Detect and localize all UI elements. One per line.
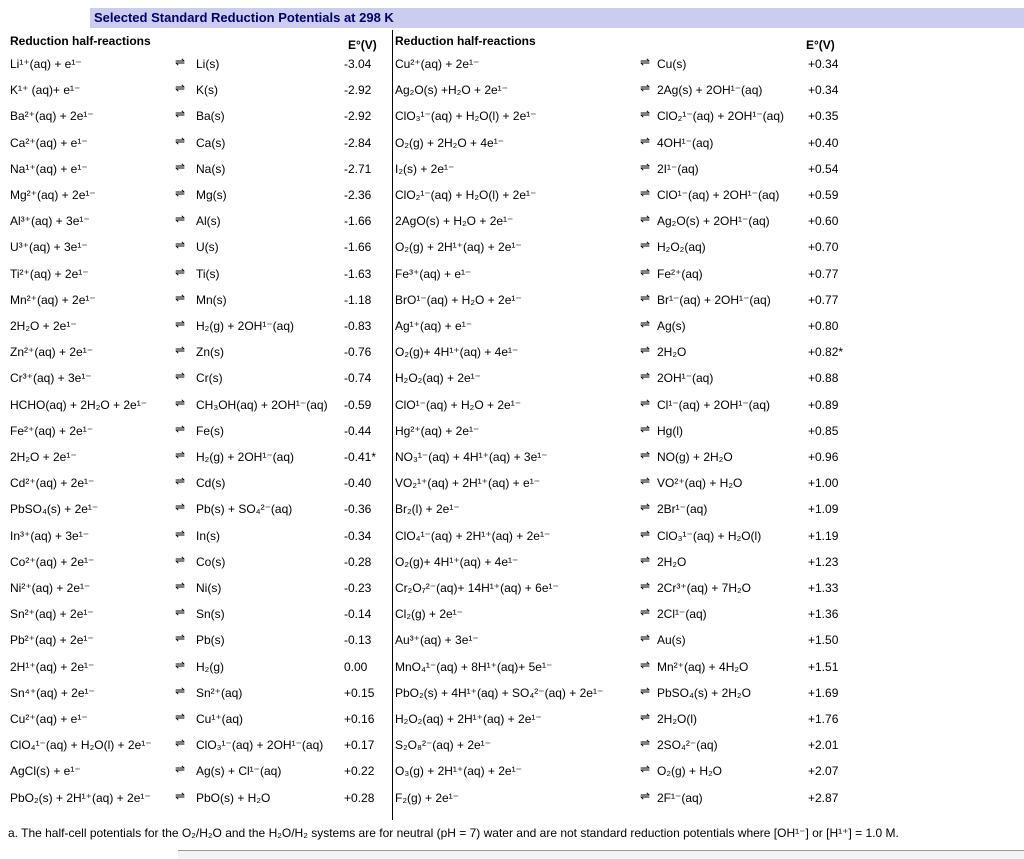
right-reactant: Ag₂O(s) +H₂O + 2e¹⁻	[395, 83, 509, 98]
left-potential: -0.41*	[344, 450, 377, 464]
right-potential: +0.77	[808, 292, 839, 307]
equilibrium-arrow-icon: ⇌	[640, 683, 651, 698]
equilibrium-arrow-icon: ⇌	[175, 526, 186, 541]
equilibrium-arrow-icon: ⇌	[640, 395, 651, 410]
left-reactant: In³⁺(aq) + 3e¹⁻	[10, 528, 90, 543]
table-row	[0, 104, 1024, 128]
left-potential: -0.13	[344, 633, 372, 648]
table-row	[0, 78, 1024, 102]
footnote: a. The half-cell potentials for the O₂/H₂O and the H₂O/H₂ systems are for neutral (pH = 7) water and are not standard reduction potentials where [OH¹⁻] or [H¹⁺] = 1.0 M.	[8, 826, 899, 840]
right-product: 2Cr³⁺(aq) + 7H₂O	[657, 581, 752, 595]
right-reactant: ClO₄¹⁻(aq) + 2H¹⁺(aq) + 2e¹⁻	[395, 528, 551, 543]
right-product: NO(g) + 2H₂O	[657, 450, 733, 464]
header-left-reactions: Reduction half-reactions	[10, 34, 151, 48]
right-reactant: S₂O₈²⁻(aq) + 2e¹⁻	[395, 738, 491, 753]
right-reactant: Cl₂(g) + 2e¹⁻	[395, 607, 464, 622]
left-reactant: Co²⁺(aq) + 2e¹⁻	[10, 554, 95, 569]
table-row	[0, 340, 1024, 364]
right-product: Cl¹⁻(aq) + 2OH¹⁻(aq)	[657, 397, 771, 412]
left-product: Ca(s)	[196, 135, 226, 150]
right-potential: +0.34	[808, 83, 839, 98]
table-row	[0, 131, 1024, 155]
left-potential: +0.17	[344, 738, 375, 753]
left-product: U(s)	[196, 240, 219, 255]
equilibrium-arrow-icon: ⇌	[640, 55, 651, 69]
right-reactant: O₃(g) + 2H¹⁺(aq) + 2e¹⁻	[395, 764, 522, 779]
right-reactant: Cr₂O₇²⁻(aq)+ 14H¹⁺(aq) + 6e¹⁻	[395, 581, 559, 595]
right-product: VO²⁺(aq) + H₂O	[657, 476, 743, 491]
right-potential: +0.82*	[808, 345, 844, 360]
table-row	[0, 393, 1024, 417]
left-potential: -0.40	[344, 476, 372, 491]
equilibrium-arrow-icon: ⇌	[640, 317, 651, 331]
equilibrium-arrow-icon: ⇌	[175, 212, 186, 227]
left-reactant: Na¹⁺(aq) + e¹⁻	[10, 161, 88, 176]
left-potential: -0.74	[344, 371, 372, 386]
table-row	[0, 52, 1024, 76]
left-product: H₂(g)	[196, 659, 224, 674]
right-product: 2OH¹⁻(aq)	[657, 371, 714, 386]
left-potential: -2.92	[344, 83, 372, 98]
equilibrium-arrow-icon: ⇌	[640, 788, 651, 803]
right-potential: +0.40	[808, 135, 839, 150]
left-reactant: Sn⁴⁺(aq) + 2e¹⁻	[10, 685, 95, 700]
left-potential: -2.84	[344, 135, 372, 150]
left-reactant: 2H₂O + 2e¹⁻	[10, 319, 77, 333]
right-potential: +0.70	[808, 240, 839, 255]
equilibrium-arrow-icon: ⇌	[640, 500, 651, 515]
right-reactant: O₂(g)+ 4H¹⁺(aq) + 4e¹⁻	[395, 345, 519, 360]
equilibrium-arrow-icon: ⇌	[175, 238, 186, 253]
left-potential: -0.23	[344, 581, 372, 595]
equilibrium-arrow-icon: ⇌	[175, 683, 186, 698]
right-potential: +0.54	[808, 161, 839, 176]
right-product: H₂O₂(aq)	[657, 240, 706, 255]
left-product: H₂(g) + 2OH¹⁻(aq)	[196, 319, 295, 333]
equilibrium-arrow-icon: ⇌	[175, 474, 186, 489]
left-product: Ni(s)	[196, 581, 222, 595]
left-reactant: Sn²⁺(aq) + 2e¹⁻	[10, 607, 94, 622]
left-product: Fe(s)	[196, 423, 224, 438]
left-product: Mn(s)	[196, 292, 227, 307]
left-product: In(s)	[196, 528, 220, 543]
left-product: Na(s)	[196, 161, 226, 176]
right-potential: +1.33	[808, 581, 839, 595]
left-reactant: Cu²⁺(aq) + e¹⁻	[10, 712, 88, 726]
left-potential: +0.22	[344, 764, 375, 779]
table-row	[0, 235, 1024, 259]
right-potential: +0.80	[808, 319, 839, 333]
right-product: 2Br¹⁻(aq)	[657, 502, 708, 517]
right-reactant: Hg²⁺(aq) + 2e¹⁻	[395, 423, 480, 438]
left-reactant: PbSO₄(s) + 2e¹⁻	[10, 502, 99, 517]
equilibrium-arrow-icon: ⇌	[640, 710, 651, 724]
right-product: ClO₃¹⁻(aq) + H₂O(l)	[657, 528, 762, 543]
equilibrium-arrow-icon: ⇌	[640, 369, 651, 384]
equilibrium-arrow-icon: ⇌	[640, 762, 651, 777]
left-reactant: 2H₂O + 2e¹⁻	[10, 450, 77, 464]
right-product: Au(s)	[657, 633, 686, 648]
equilibrium-arrow-icon: ⇌	[175, 762, 186, 777]
table-row	[0, 157, 1024, 181]
left-potential: -0.36	[344, 502, 372, 517]
left-reactant: Ti²⁺(aq) + 2e¹⁻	[10, 266, 89, 281]
left-product: Pb(s) + SO₄²⁻(aq)	[196, 502, 293, 517]
equilibrium-arrow-icon: ⇌	[640, 264, 651, 279]
right-reactant: ClO¹⁻(aq) + H₂O + 2e¹⁻	[395, 397, 522, 412]
left-reactant: Mn²⁺(aq) + 2e¹⁻	[10, 292, 96, 307]
equilibrium-arrow-icon: ⇌	[640, 290, 651, 305]
right-reactant: 2AgO(s) + H₂O + 2e¹⁻	[395, 214, 514, 229]
right-reactant: Au³⁺(aq) + 3e¹⁻	[395, 633, 479, 648]
equilibrium-arrow-icon: ⇌	[640, 448, 651, 462]
header-right-e: E°(V)	[806, 38, 835, 52]
table-row	[0, 262, 1024, 286]
right-potential: +1.36	[808, 607, 839, 622]
equilibrium-arrow-icon: ⇌	[640, 579, 651, 593]
equilibrium-arrow-icon: ⇌	[640, 343, 651, 358]
table-row	[0, 288, 1024, 312]
left-reactant: Ni²⁺(aq) + 2e¹⁻	[10, 581, 91, 595]
right-product: O₂(g) + H₂O	[657, 764, 722, 779]
table-row	[0, 576, 1024, 600]
left-reactant: K¹⁺ (aq)+ e¹⁻	[10, 83, 81, 98]
equilibrium-arrow-icon: ⇌	[175, 159, 186, 174]
left-potential: +0.28	[344, 790, 375, 805]
equilibrium-arrow-icon: ⇌	[175, 369, 186, 384]
left-reactant: Cd²⁺(aq) + 2e¹⁻	[10, 476, 95, 491]
equilibrium-arrow-icon: ⇌	[175, 395, 186, 410]
table-row	[0, 524, 1024, 548]
right-potential: +0.85	[808, 423, 839, 438]
right-reactant: O₂(g) + 2H¹⁺(aq) + 2e¹⁻	[395, 240, 522, 255]
right-product: 4OH¹⁻(aq)	[657, 135, 714, 150]
right-reactant: BrO¹⁻(aq) + H₂O + 2e¹⁻	[395, 292, 522, 307]
equilibrium-arrow-icon: ⇌	[175, 788, 186, 803]
left-reactant: Al³⁺(aq) + 3e¹⁻	[10, 214, 90, 229]
left-reactant: ClO₄¹⁻(aq) + H₂O(l) + 2e¹⁻	[10, 738, 152, 753]
right-product: 2I¹⁻(aq)	[657, 161, 699, 176]
equilibrium-arrow-icon: ⇌	[640, 212, 651, 227]
left-reactant: Zn²⁺(aq) + 2e¹⁻	[10, 345, 94, 360]
right-reactant: H₂O₂(aq) + 2e¹⁻	[395, 371, 482, 386]
equilibrium-arrow-icon: ⇌	[640, 421, 651, 436]
equilibrium-arrow-icon: ⇌	[175, 343, 186, 358]
table-row	[0, 681, 1024, 705]
equilibrium-arrow-icon: ⇌	[175, 657, 186, 672]
table-row	[0, 314, 1024, 338]
equilibrium-arrow-icon: ⇌	[175, 81, 186, 96]
table-row	[0, 655, 1024, 679]
left-reactant: 2H¹⁺(aq) + 2e¹⁻	[10, 659, 95, 674]
right-product: PbSO₄(s) + 2H₂O	[657, 685, 751, 700]
right-reactant: VO₂¹⁺(aq) + 2H¹⁺(aq) + e¹⁻	[395, 476, 541, 491]
right-potential: +0.59	[808, 188, 839, 202]
table-row	[0, 497, 1024, 521]
equilibrium-arrow-icon: ⇌	[640, 107, 651, 122]
left-potential: -1.66	[344, 214, 372, 229]
right-reactant: Ag¹⁺(aq) + e¹⁻	[395, 319, 473, 333]
right-reactant: F₂(g) + 2e¹⁻	[395, 790, 460, 805]
left-potential: +0.15	[344, 685, 375, 700]
right-potential: +0.77	[808, 266, 839, 281]
page-title: Selected Standard Reduction Potentials at 298 K	[94, 10, 394, 25]
left-product: Cu¹⁺(aq)	[196, 712, 244, 726]
equilibrium-arrow-icon: ⇌	[640, 474, 651, 489]
left-potential: 0.00	[344, 659, 368, 674]
left-product: CH₃OH(aq) + 2OH¹⁻(aq)	[196, 397, 328, 412]
right-product: 2H₂O	[657, 554, 687, 569]
right-potential: +2.07	[808, 764, 839, 779]
right-product: Ag₂O(s) + 2OH¹⁻(aq)	[657, 214, 770, 229]
right-reactant: I₂(s) + 2e¹⁻	[395, 161, 455, 176]
right-product: 2H₂O	[657, 345, 687, 360]
equilibrium-arrow-icon: ⇌	[175, 448, 186, 462]
right-potential: +0.89	[808, 397, 839, 412]
equilibrium-arrow-icon: ⇌	[175, 55, 186, 69]
right-potential: +1.50	[808, 633, 839, 648]
right-product: ClO¹⁻(aq) + 2OH¹⁻(aq)	[657, 188, 780, 202]
table-row	[0, 786, 1024, 810]
equilibrium-arrow-icon: ⇌	[640, 552, 651, 567]
left-product: Cr(s)	[196, 371, 223, 386]
left-reactant: Ba²⁺(aq) + 2e¹⁻	[10, 109, 94, 124]
left-reactant: Cr³⁺(aq) + 3e¹⁻	[10, 371, 92, 386]
left-product: ClO₃¹⁻(aq) + 2OH¹⁻(aq)	[196, 738, 324, 753]
right-potential: +1.19	[808, 528, 839, 543]
right-reactant: MnO₄¹⁻(aq) + 8H¹⁺(aq)+ 5e¹⁻	[395, 659, 553, 674]
table-row	[0, 733, 1024, 757]
right-potential: +2.87	[808, 790, 839, 805]
table-row	[0, 628, 1024, 652]
left-reactant: PbO₂(s) + 2H¹⁺(aq) + 2e¹⁻	[10, 790, 151, 805]
right-potential: +1.76	[808, 712, 839, 726]
right-potential: +1.23	[808, 554, 839, 569]
equilibrium-arrow-icon: ⇌	[640, 81, 651, 96]
equilibrium-arrow-icon: ⇌	[175, 736, 186, 751]
equilibrium-arrow-icon: ⇌	[640, 526, 651, 541]
left-potential: -0.44	[344, 423, 372, 438]
table-title-bar	[90, 8, 1024, 28]
left-product: H₂(g) + 2OH¹⁻(aq)	[196, 450, 295, 464]
left-product: Sn(s)	[196, 607, 225, 622]
right-reactant: Cu²⁺(aq) + 2e¹⁻	[395, 57, 480, 71]
equilibrium-arrow-icon: ⇌	[640, 133, 651, 148]
table-row	[0, 445, 1024, 469]
equilibrium-arrow-icon: ⇌	[175, 605, 186, 620]
left-product: Mg(s)	[196, 188, 227, 202]
left-product: K(s)	[196, 83, 218, 98]
left-potential: -0.28	[344, 554, 372, 569]
left-potential: -2.71	[344, 161, 372, 176]
table-row	[0, 183, 1024, 207]
right-potential: +0.60	[808, 214, 839, 229]
equilibrium-arrow-icon: ⇌	[175, 500, 186, 515]
right-product: 2F¹⁻(aq)	[657, 790, 703, 805]
left-product: Co(s)	[196, 554, 226, 569]
equilibrium-arrow-icon: ⇌	[175, 107, 186, 122]
left-product: Zn(s)	[196, 345, 224, 360]
header-left-e: E°(V)	[348, 38, 377, 52]
header-right-reactions: Reduction half-reactions	[395, 34, 536, 48]
table-row	[0, 209, 1024, 233]
left-reactant: AgCl(s) + e¹⁻	[10, 764, 81, 779]
right-potential: +1.69	[808, 685, 839, 700]
equilibrium-arrow-icon: ⇌	[175, 579, 186, 593]
right-product: Hg(l)	[657, 423, 683, 438]
table-row	[0, 550, 1024, 574]
equilibrium-arrow-icon: ⇌	[175, 133, 186, 148]
right-product: Fe²⁺(aq)	[657, 266, 703, 281]
left-product: Ag(s) + Cl¹⁻(aq)	[196, 764, 282, 779]
right-potential: +1.51	[808, 659, 839, 674]
right-product: 2H₂O(l)	[657, 712, 697, 726]
right-potential: +1.00	[808, 476, 839, 491]
left-potential: -0.76	[344, 345, 372, 360]
right-product: ClO₂¹⁻(aq) + 2OH¹⁻(aq)	[657, 109, 785, 124]
right-potential: +0.96	[808, 450, 839, 464]
right-product: Br¹⁻(aq) + 2OH¹⁻(aq)	[657, 292, 771, 307]
left-product: Ba(s)	[196, 109, 225, 124]
left-product: Li(s)	[196, 57, 220, 71]
right-product: 2Ag(s) + 2OH¹⁻(aq)	[657, 83, 763, 98]
equilibrium-arrow-icon: ⇌	[175, 631, 186, 646]
right-potential: +0.34	[808, 57, 839, 71]
left-product: Sn²⁺(aq)	[196, 685, 243, 700]
left-product: Ti(s)	[196, 266, 220, 281]
left-potential: -0.34	[344, 528, 372, 543]
right-product: 2Cl¹⁻(aq)	[657, 607, 707, 622]
left-potential: +0.16	[344, 712, 375, 726]
equilibrium-arrow-icon: ⇌	[640, 605, 651, 620]
left-reactant: Pb²⁺(aq) + 2e¹⁻	[10, 633, 94, 648]
equilibrium-arrow-icon: ⇌	[175, 290, 186, 305]
right-potential: +0.88	[808, 371, 839, 386]
right-product: 2SO₄²⁻(aq)	[657, 738, 718, 753]
table-row	[0, 471, 1024, 495]
right-reactant: PbO₂(s) + 4H¹⁺(aq) + SO₄²⁻(aq) + 2e¹⁻	[395, 685, 604, 700]
left-reactant: HCHO(aq) + 2H₂O + 2e¹⁻	[10, 397, 148, 412]
equilibrium-arrow-icon: ⇌	[640, 631, 651, 646]
right-potential: +2.01	[808, 738, 839, 753]
left-potential: -0.59	[344, 397, 372, 412]
left-product: Cd(s)	[196, 476, 226, 491]
left-potential: -3.04	[344, 57, 372, 71]
equilibrium-arrow-icon: ⇌	[175, 552, 186, 567]
right-potential: +1.09	[808, 502, 839, 517]
left-potential: -0.83	[344, 319, 372, 333]
right-product: Cu(s)	[657, 57, 687, 71]
right-reactant: H₂O₂(aq) + 2H¹⁺(aq) + 2e¹⁻	[395, 712, 542, 726]
left-product: PbO(s) + H₂O	[196, 790, 271, 805]
left-reactant: Li¹⁺(aq) + e¹⁻	[10, 57, 82, 71]
equilibrium-arrow-icon: ⇌	[175, 186, 186, 200]
equilibrium-arrow-icon: ⇌	[175, 421, 186, 436]
right-reactant: O₂(g)+ 4H¹⁺(aq) + 4e¹⁻	[395, 554, 519, 569]
equilibrium-arrow-icon: ⇌	[640, 657, 651, 672]
right-reactant: Br₂(l) + 2e¹⁻	[395, 502, 460, 517]
left-reactant: Ca²⁺(aq) + e¹⁻	[10, 135, 88, 150]
left-potential: -1.18	[344, 292, 372, 307]
left-potential: -0.14	[344, 607, 372, 622]
left-reactant: U³⁺(aq) + 3e¹⁻	[10, 240, 88, 255]
table-row	[0, 707, 1024, 731]
equilibrium-arrow-icon: ⇌	[640, 186, 651, 200]
left-product: Pb(s)	[196, 633, 225, 648]
left-potential: -1.63	[344, 266, 372, 281]
equilibrium-arrow-icon: ⇌	[640, 159, 651, 174]
equilibrium-arrow-icon: ⇌	[175, 317, 186, 331]
table-row	[0, 602, 1024, 626]
right-reactant: ClO₂¹⁻(aq) + H₂O(l) + 2e¹⁻	[395, 188, 537, 202]
equilibrium-arrow-icon: ⇌	[640, 238, 651, 253]
left-potential: -1.66	[344, 240, 372, 255]
right-reactant: NO₃¹⁻(aq) + 4H¹⁺(aq) + 3e¹⁻	[395, 450, 548, 464]
left-potential: -2.92	[344, 109, 372, 124]
left-potential: -2.36	[344, 188, 372, 202]
left-reactant: Mg²⁺(aq) + 2e¹⁻	[10, 188, 96, 202]
right-reactant: ClO₃¹⁻(aq) + H₂O(l) + 2e¹⁻	[395, 109, 537, 124]
left-reactant: Fe²⁺(aq) + 2e¹⁻	[10, 423, 94, 438]
left-product: Al(s)	[196, 214, 221, 229]
equilibrium-arrow-icon: ⇌	[175, 264, 186, 279]
right-product: Ag(s)	[657, 319, 686, 333]
table-row	[0, 366, 1024, 390]
table-row	[0, 759, 1024, 783]
right-product: Mn²⁺(aq) + 4H₂O	[657, 659, 749, 674]
table-row	[0, 419, 1024, 443]
right-reactant: Fe³⁺(aq) + e¹⁻	[395, 266, 472, 281]
right-reactant: O₂(g) + 2H₂O + 4e¹⁻	[395, 135, 505, 150]
equilibrium-arrow-icon: ⇌	[175, 710, 186, 724]
equilibrium-arrow-icon: ⇌	[640, 736, 651, 751]
right-potential: +0.35	[808, 109, 839, 124]
